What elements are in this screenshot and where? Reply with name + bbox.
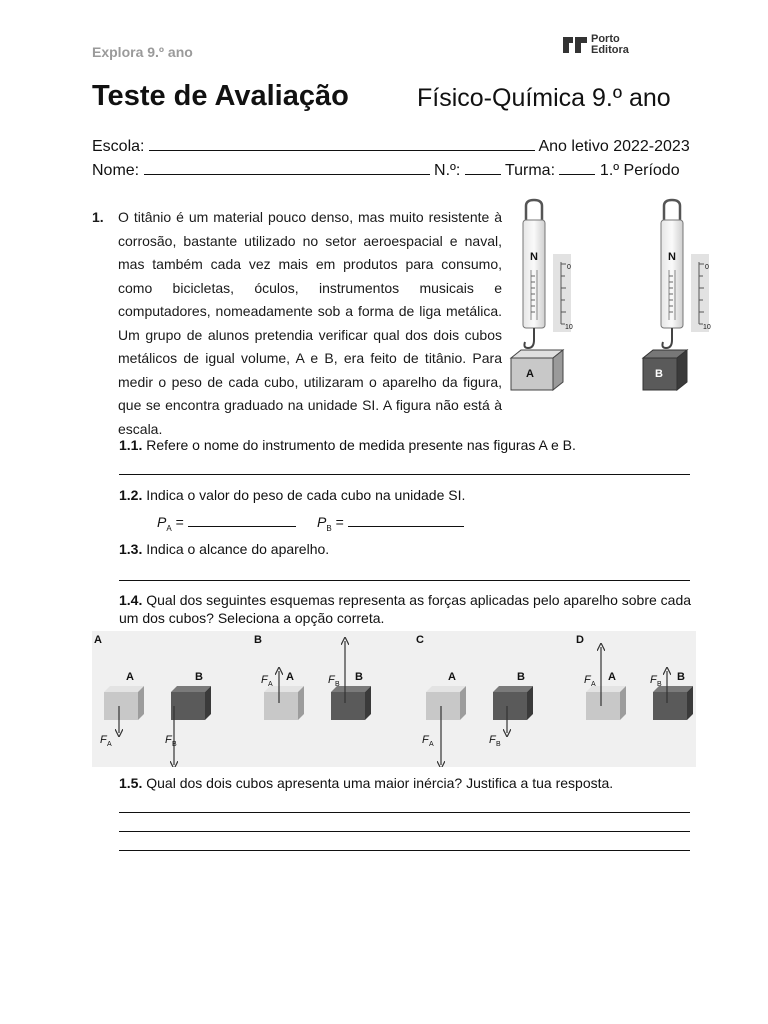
question-1-3-number: 1.3.	[119, 541, 143, 557]
q1-line: metálicos de igual volume, A e B, era feito de titânio. Para	[118, 350, 502, 366]
force-b-subscript: B	[172, 741, 177, 748]
name-label: Nome:	[92, 162, 140, 179]
period-label: 1.º Período	[599, 162, 680, 179]
publisher-name-1: Porto	[591, 33, 620, 45]
question-1-4-number: 1.4.	[119, 592, 143, 608]
force-a-label: F	[584, 674, 591, 686]
class-field[interactable]	[559, 161, 595, 175]
question-1-2-number: 1.2.	[119, 487, 143, 503]
name-field[interactable]	[144, 161, 430, 175]
cube-a-label: A	[608, 671, 616, 683]
cube-b-label: B	[655, 368, 663, 380]
force-a-label: F	[261, 674, 268, 686]
question-1-5-number: 1.5.	[119, 775, 143, 791]
force-b-label: F	[650, 674, 657, 686]
weight-a-row	[157, 513, 296, 533]
cube-b-label: B	[355, 671, 363, 683]
option-letter: D	[576, 634, 584, 646]
dynamometer-a	[511, 200, 573, 390]
school-field[interactable]	[149, 137, 535, 151]
scale-max-label: 10	[565, 324, 573, 331]
class-label: Turma:	[504, 162, 556, 179]
q1-line: que se encontra graduado na unidade SI. A figura não está à escala.	[118, 397, 502, 437]
cube-b-label: B	[517, 671, 525, 683]
q1-line: Um grupo de alunos pretendia verificar qual dos dois cubos	[118, 326, 502, 343]
publisher-logo	[562, 34, 629, 56]
publisher-name-2: Editora	[591, 44, 629, 56]
scale-min-label: 0	[567, 264, 571, 271]
force-b-subscript: B	[496, 741, 501, 748]
force-b-label: F	[489, 734, 496, 746]
force-diagrams	[92, 631, 696, 767]
option-letter: C	[416, 634, 424, 646]
weight-b-row	[317, 513, 464, 533]
answer-line[interactable]	[119, 850, 690, 851]
cube-a-label: A	[126, 671, 134, 683]
weight-b-symbol: P	[317, 514, 327, 530]
q1-line: medir o peso de cada cubo, utilizaram o aparelho da figura,	[118, 373, 502, 390]
cube-a-label: A	[286, 671, 294, 683]
question-1-1	[119, 437, 576, 453]
option-c[interactable]	[416, 634, 533, 765]
option-a[interactable]	[94, 634, 211, 765]
force-b-subscript: B	[657, 681, 662, 688]
page-title: Teste de Avaliação	[92, 80, 349, 112]
force-b-label: F	[165, 734, 172, 746]
q1-line: computadores, nomeadamente sob a forma de liga metálica.	[118, 303, 502, 319]
scale-max-label: 10	[703, 324, 711, 331]
unit-label: N	[530, 251, 538, 263]
unit-label: N	[668, 251, 676, 263]
series-label: Explora 9.º ano	[92, 44, 193, 60]
number-label: N.º:	[434, 162, 461, 179]
force-b-subscript: B	[335, 681, 340, 688]
answer-line[interactable]	[119, 580, 690, 581]
publisher-mark-icon	[562, 35, 588, 55]
question-1-5	[119, 775, 613, 791]
force-a-label: F	[100, 734, 107, 746]
question-1-4-line2: um dos cubos? Seleciona a opção correta.	[119, 610, 385, 626]
school-label: Escola:	[92, 138, 145, 155]
weight-a-symbol: P	[157, 514, 167, 530]
scale-min-label: 0	[705, 264, 709, 271]
question-1-text	[92, 206, 502, 441]
force-a-subscript: A	[268, 681, 273, 688]
cube-b-label: B	[677, 671, 685, 683]
number-field[interactable]	[465, 161, 501, 175]
force-a-subscript: A	[429, 741, 434, 748]
force-a-subscript: A	[591, 681, 596, 688]
force-b-label: F	[328, 674, 335, 686]
q1-line: O titânio é um material pouco denso, mas muito resistente à	[118, 209, 502, 225]
question-1-2	[119, 487, 465, 503]
option-b[interactable]	[254, 634, 371, 720]
q1-line: mas também cada vez mais em produtos para consumo,	[118, 256, 502, 272]
weight-a-field[interactable]	[188, 513, 296, 527]
force-a-label: F	[422, 734, 429, 746]
answer-line[interactable]	[119, 831, 690, 832]
name-row	[92, 161, 680, 180]
question-1-3-text: Indica o alcance do aparelho.	[146, 541, 330, 557]
option-d[interactable]	[576, 634, 693, 720]
page-subtitle: Físico-Química 9.º ano	[417, 84, 671, 112]
equals-sign: =	[175, 514, 184, 530]
cube-a-label: A	[526, 368, 534, 380]
question-1-2-text: Indica o valor do peso de cada cubo na unidade SI.	[146, 487, 466, 503]
question-1-1-number: 1.1.	[119, 437, 143, 453]
school-row	[92, 137, 690, 156]
question-1-number: 1.	[92, 209, 104, 225]
dynamometer-figure	[505, 198, 715, 394]
weight-b-subscript: B	[326, 523, 332, 533]
question-1-1-text: Refere o nome do instrumento de medida presente nas figuras A e B.	[146, 437, 576, 453]
question-1-5-text: Qual dos dois cubos apresenta uma maior inércia? Justifica a tua resposta.	[146, 775, 614, 791]
school-year: Ano letivo 2022-2023	[538, 138, 690, 155]
weight-b-field[interactable]	[348, 513, 464, 527]
q1-line: como bicicletas, óculos, instrumentos musicais e	[118, 279, 502, 296]
equals-sign: =	[335, 514, 344, 530]
weight-a-subscript: A	[166, 523, 172, 533]
cube-a-label: A	[448, 671, 456, 683]
cube-b-label: B	[195, 671, 203, 683]
question-1-3	[119, 541, 329, 557]
option-letter: A	[94, 634, 102, 646]
question-1-4	[119, 592, 691, 608]
question-1-4-text: Qual dos seguintes esquemas representa as forças aplicadas pelo aparelho sobre cada	[146, 592, 692, 608]
option-letter: B	[254, 634, 262, 646]
q1-line: corrosão, bastante utilizado no setor aeroespacial e naval,	[118, 232, 502, 249]
answer-line[interactable]	[119, 812, 690, 813]
answer-line[interactable]	[119, 474, 690, 475]
force-a-subscript: A	[107, 741, 112, 748]
dynamometer-b	[643, 200, 711, 390]
